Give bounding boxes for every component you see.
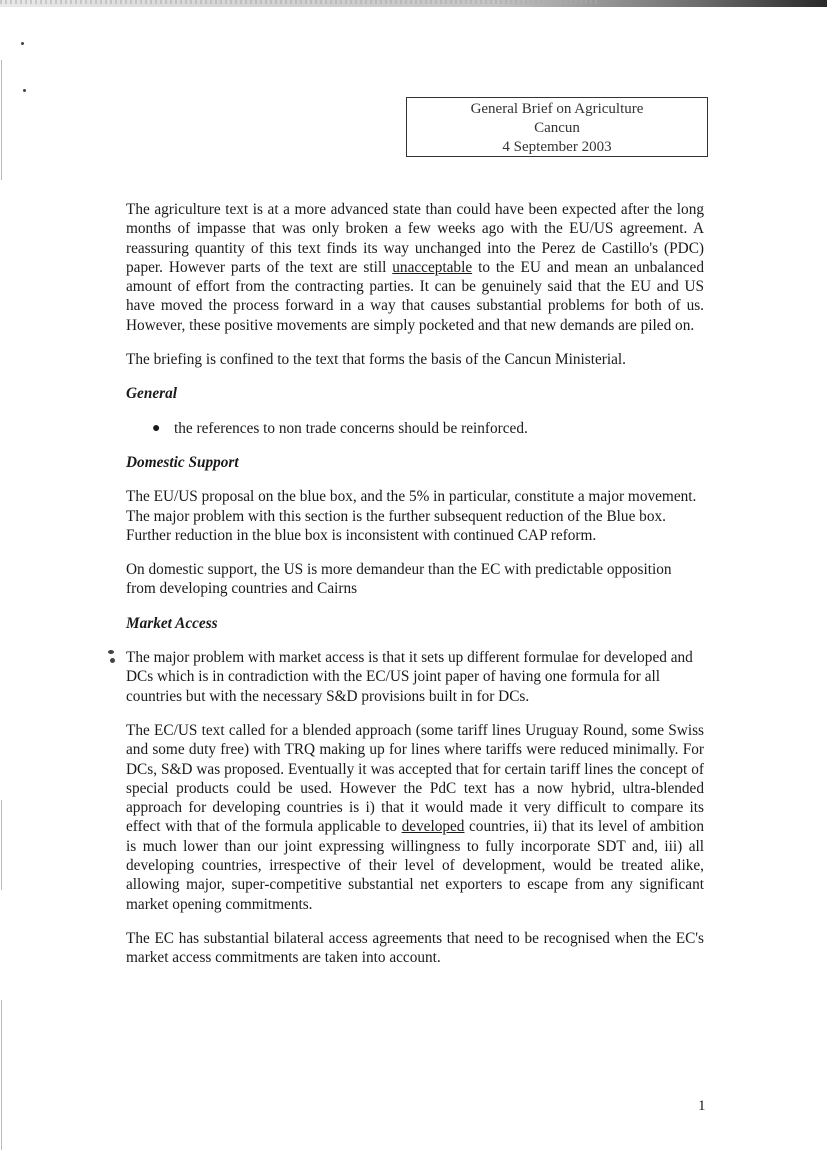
document-header-box [406,97,708,157]
domestic-paragraph-1: The EU/US proposal on the blue box, and the 5% in particular, constitute a major movement. The major problem with this section is the further subsequent reduction of the Blue box. Further reduction in the blue box is inconsistent with continued CAP reform. [126,488,697,544]
bullet-icon: ● [152,420,161,436]
market-paragraph-3: The EC has substantial bilateral access agreements that need to be recognised when the EC's market access commitments are taken into account. [126,929,704,967]
section-heading-general: General [126,385,177,403]
scan-speck [110,658,115,663]
briefing-paragraph: The briefing is confined to the text that forms the basis of the Cancun Ministerial. [126,351,627,369]
underlined-word: developed [401,818,465,836]
list-item: ● the references to non trade concerns should be reinforced. [152,419,528,437]
underlined-word: unacceptable [392,258,473,276]
scan-noise [0,0,600,4]
scan-margin-line [1,60,2,180]
page-number: 1 [698,1098,706,1114]
scan-speck [108,650,114,654]
header-date: 4 September 2003 [502,139,612,155]
section-heading-domestic-support: Domestic Support [126,453,239,471]
intro-paragraph: The agriculture text is at a more advanced state than could have been expected after the long months of impasse that was only broken a few weeks ago with the EU/US agreement. A reassuring quantity of this text finds its way unchanged into the Perez de Castillo's (PDC) paper. However parts of the text are still unacceptable to the EU and mean an unbalanced amount of effort from the contracting parties. It can be genuinely said that the EU and US have moved the process forward in a way that causes substantial problems for both of us. However, these positive movements are simply pocketed and that new demands are piled on. [126,201,704,334]
scan-margin-line [1,800,2,890]
header-title: General Brief on Agriculture [470,101,644,117]
domestic-paragraph-2: On domestic support, the US is more demandeur than the EC with predictable opposition from developing countries and Cairns [126,561,672,598]
document-body [126,200,704,983]
general-list [126,419,704,438]
market-paragraph-1: The major problem with market access is that it sets up different formulae for developed and DCs which is in contradiction with the EC/US joint paper of having one formula for all countries but with the necessary S&D provisions built in for DCs. [126,649,693,705]
scan-margin-line [1,1000,2,1150]
header-location: Cancun [534,120,580,136]
market-paragraph-2: The EC/US text called for a blended approach (some tariff lines Uruguay Round, some Swiss and some duty free) with TRQ making up for lines where tariffs were reduced minimally. For DCs, S&D was proposed. Eventually it was accepted that for certain tariff lines the concept of special products could be used. However the PdC text has a now hybrid, ultra-blended approach for developing countries is i) that it would made it very difficult to compare its effect with that of the formula applicable to developed countries, ii) that its level of ambition is much lower than our joint expressing willingness to fully incorporate SDT and, iii) all developing countries, irrespective of their level of development, would be treated alike, allowing major, super-competitive substantial net exporters to escape from any significant market opening commitments. [126,721,704,913]
scan-speck [21,42,24,45]
section-heading-market-access: Market Access [126,614,218,632]
scan-speck [23,89,26,92]
